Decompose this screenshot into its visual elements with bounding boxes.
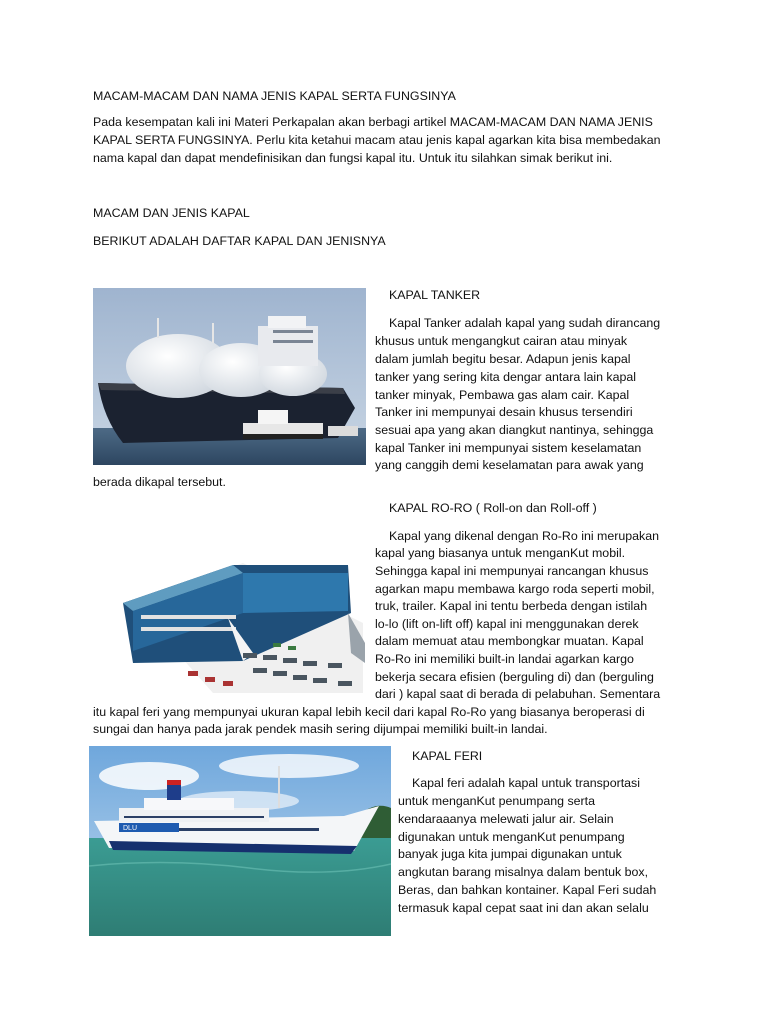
tanker-line: berada dikapal tersebut. [93, 475, 226, 489]
feri-line: termasuk kapal cepat saat ini dan akan selalu [398, 901, 649, 915]
feri-line: kendaraaanya melewati jalur air. Selain [398, 812, 614, 826]
roro-line: sungai dan hanya pada jarak pendek masih sering dijumpai memiliki built-in landai. [93, 722, 548, 736]
feri-line: untuk menganKut penumpang serta [398, 794, 596, 808]
roro-line: Ro-Ro ini memiliki built-in landai agarkan kargo [375, 652, 634, 666]
tanker-line: tanker yang sering kita dengar antara lain kapal [375, 370, 637, 384]
tanker-line: Tanker ini mempunyai desain khusus tersendiri [375, 405, 633, 419]
intro-line: KAPAL SERTA FUNGSINYA. Perlu kita ketahui macam atau jenis kapal agarkan kita bisa membedakan [93, 133, 661, 147]
intro-line: nama kapal dan dapat mendefinisikan dan fungsi kapal itu. Untuk itu silahkan simak berikut ini. [93, 151, 613, 165]
tanker-line: tanker minyak, Pembawa gas alam cair. Kapal [375, 388, 630, 402]
ferry-ship-image [89, 746, 391, 936]
tanker-line: Kapal Tanker adalah kapal yang sudah dirancang [389, 316, 661, 330]
feri-line: banyak juga kita jumpai digunakan untuk [398, 847, 622, 861]
tanker-line: khusus untuk mengangkut cairan atau minyak [375, 334, 628, 348]
page-title: MACAM-MACAM DAN NAMA JENIS KAPAL SERTA FUNGSINYA [93, 89, 456, 103]
feri-heading: KAPAL FERI [412, 749, 483, 763]
tanker-heading: KAPAL TANKER [389, 288, 481, 302]
roro-line: itu kapal feri yang mempunyai ukuran kapal lebih kecil dari kapal Ro-Ro yang biasanya beroperasi di [93, 705, 645, 719]
intro-line: Pada kesempatan kali ini Materi Perkapalan akan berbagi artikel MACAM-MACAM DAN NAMA JENIS [93, 115, 653, 129]
section-heading-list: BERIKUT ADALAH DAFTAR KAPAL DAN JENISNYA [93, 234, 386, 248]
roro-line: Kapal yang dikenal dengan Ro-Ro ini merupakan [389, 529, 660, 543]
roro-line: agarkan mapu membawa kargo roda seperti mobil, [375, 582, 655, 596]
roro-line: dari ) kapal saat di berada di pelabuhan. Sementara [375, 687, 661, 701]
tanker-line: sesuai apa yang akan diangkut nantinya, sehingga [375, 423, 654, 437]
roro-line: truk, trailer. Kapal ini tentu berbeda dengan istilah [375, 599, 648, 613]
roro-line: kapal yang biasanya untuk menganKut mobil. [375, 546, 626, 560]
roro-line: bekerja secara efisien (berguling di) dan (berguling [375, 670, 654, 684]
feri-line: Beras, dan bahkan kontainer. Kapal Feri sudah [398, 883, 657, 897]
roro-heading: KAPAL RO-RO ( Roll-on dan Roll-off ) [389, 501, 597, 515]
tanker-line: dalam jumlah begitu besar. Adapun jenis kapal [375, 352, 631, 366]
roro-line: lo-lo (lift on-lift off) kapal ini menggunakan derek [375, 617, 639, 631]
roro-line: Sehingga kapal ini mempunyai rancangan khusus [375, 564, 649, 578]
roro-line: dalam memuat atau membongkar muatan. Kapal [375, 634, 644, 648]
section-heading-types: MACAM DAN JENIS KAPAL [93, 206, 250, 220]
tanker-line: yang canggih demi keselamatan para awak yang [375, 458, 644, 472]
ferry-hull-name: DLU [123, 825, 138, 832]
roro-ship-image [93, 503, 366, 693]
feri-line: Kapal feri adalah kapal untuk transportasi [412, 776, 640, 790]
tanker-line: kapal Tanker ini mempunyai sistem keselamatan [375, 441, 642, 455]
feri-line: digunakan untuk menganKut penumpang [398, 830, 625, 844]
feri-line: angkutan barang misalnya dalam bentuk box, [398, 865, 649, 879]
tanker-ship-image [93, 288, 366, 465]
